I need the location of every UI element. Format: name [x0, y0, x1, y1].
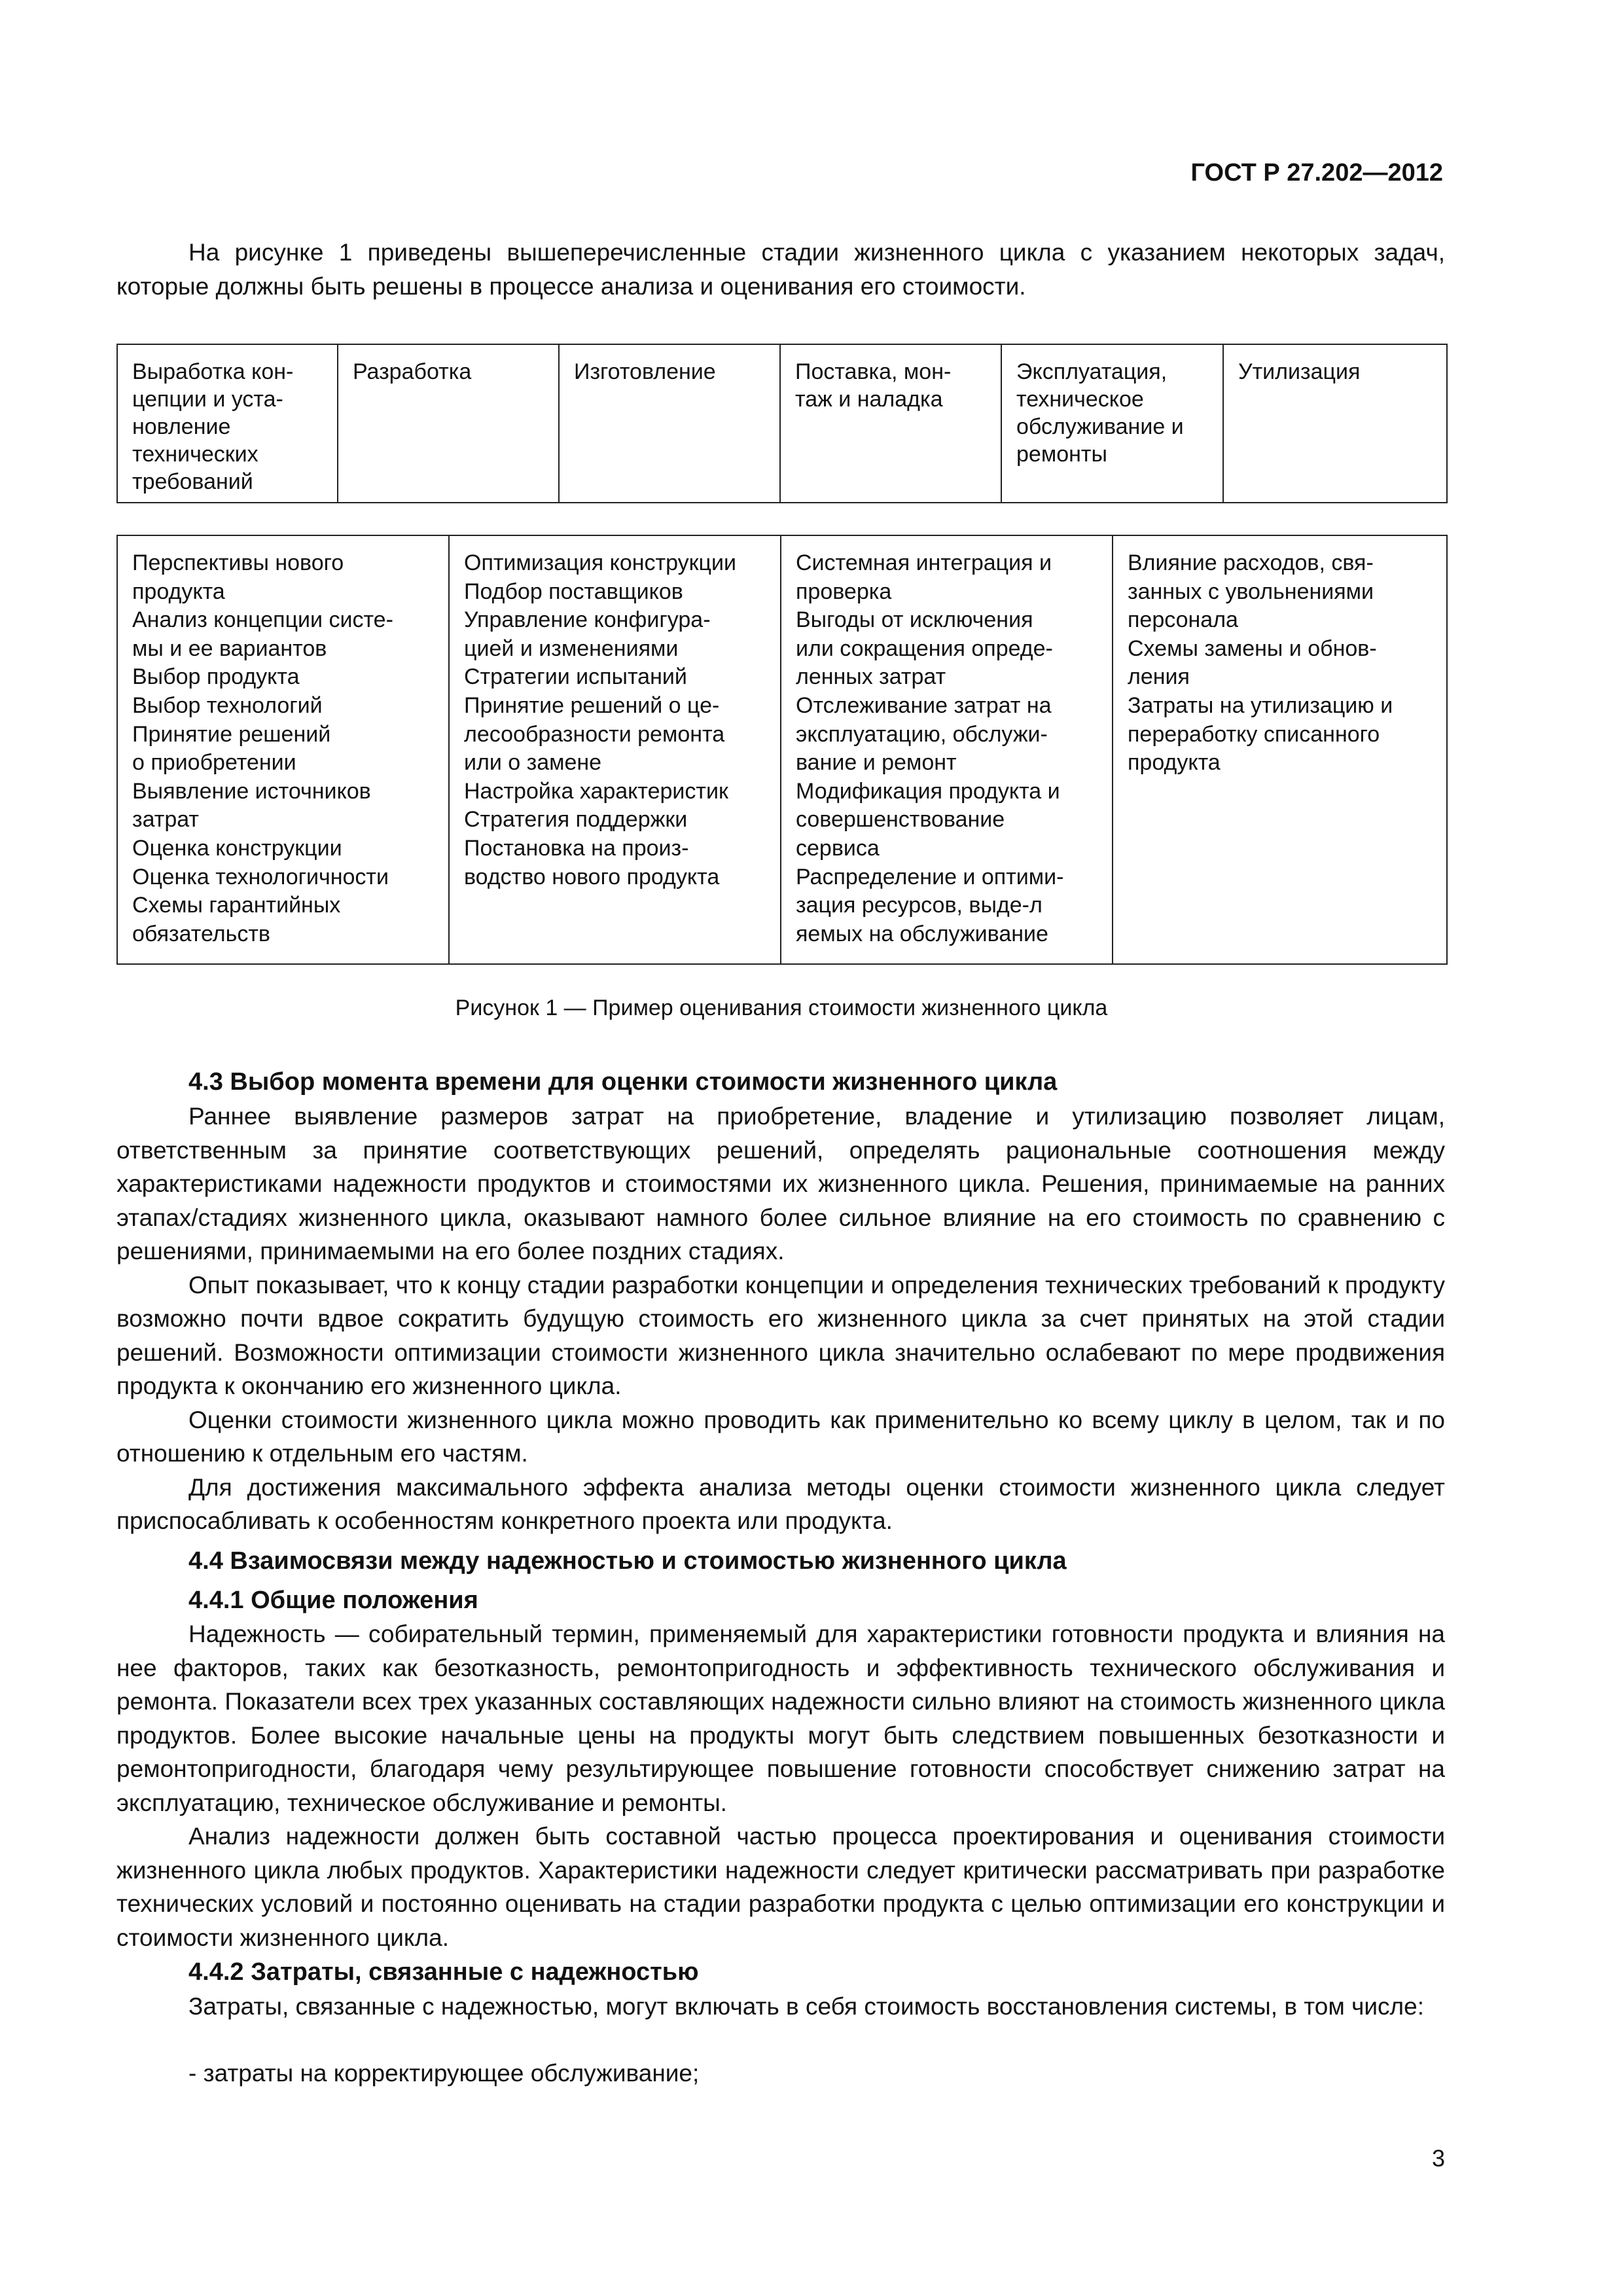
section-4-4-1-heading: 4.4.1 Общие положения — [188, 1587, 478, 1614]
section-4-4-2-heading: 4.4.2 Затраты, связанные с надежностью — [188, 1958, 699, 1986]
cell-line: Выгоды от исключения — [796, 607, 1033, 633]
paragraph: Оценки стоимости жизненного цикла можно проводить как применительно ко всему циклу в целом, так и по отношению к отдельным его частям. — [116, 1406, 1445, 1467]
cell-line: Затраты на утилизацию и — [1128, 692, 1393, 718]
document-code: ГОСТ Р 27.202—2012 — [1190, 159, 1443, 187]
cell-line: Разработка — [353, 359, 472, 384]
cell-line: Модификация продукта и — [796, 778, 1060, 804]
cell-line: Изготовление — [574, 359, 716, 384]
cell-line: или сокращения опреде- — [796, 636, 1053, 661]
stage-cell-installation — [780, 344, 1001, 503]
paragraph: Затраты, связанные с надежностью, могут включать в себя стоимость восстановления системы, в том числе: — [188, 1993, 1424, 2020]
cell-line: продукта — [132, 579, 225, 604]
paragraph: Надежность — собирательный термин, применяемый для характеристики готовности продукта и влияния на нее факторов, таких как безотказность, ремонтопригодность и эффективность технического обслуживания и ремонта. Показатели всех трех указанных составляющих надежности сильно влияют на стоимость жизненного цикла продуктов. Более высокие начальные цены на продукты могут быть следствием повышенных безотказности и ремонтопригодности, благодаря чему результирующее повышение готовности способствует снижению затрат на эксплуатацию, техническое обслуживание и ремонты. — [116, 1621, 1445, 1816]
cell-line: затрат — [132, 807, 199, 833]
intro-text: На рисунке 1 приведены вышеперечисленные стадии жизненного цикла с указанием некоторых задач, которые должны быть решены в процессе анализа и оценивания его стоимости. — [116, 239, 1445, 300]
cell-line: Постановка на произ- — [464, 835, 689, 861]
cell-line: переработку списанного — [1128, 721, 1380, 747]
cell-line: Перспективы нового — [132, 550, 344, 575]
cell-line: водство нового продукта — [464, 864, 720, 889]
tasks-cell-concept — [117, 535, 449, 964]
paragraph: Раннее выявление размеров затрат на приобретение, владение и утилизацию позволяет лицам, ответственным за принятие соответствующих решений, определять рациональные соотношения между характеристиками надежности продуктов и стоимостями их жизненного цикла. Решения, принимаемые на ранних этапах/стадиях жизненного цикла, оказывают намного более сильное влияние на его стоимость по сравнению с решениями, принимаемыми на его более поздних стадиях. — [116, 1103, 1445, 1265]
cell-line: таж и наладка — [795, 387, 943, 412]
cell-line: Распределение и оптими- — [796, 864, 1064, 889]
cell-line: Стратегия поддержки — [464, 807, 688, 833]
section-4-3-body — [116, 1100, 1445, 1538]
section-4-4-heading: 4.4 Взаимосвязи между надежностью и стоимостью жизненного цикла — [188, 1547, 1067, 1575]
figure-caption: Рисунок 1 — Пример оценивания стоимости жизненного цикла — [455, 996, 1108, 1020]
intro-paragraph — [116, 236, 1445, 303]
cell-line: Выбор продукта — [132, 664, 300, 690]
cell-line: ления — [1128, 664, 1190, 690]
lifecycle-tasks-table — [116, 535, 1448, 965]
cell-line: мы и ее вариантов — [132, 636, 327, 661]
section-4-4-1-body — [116, 1617, 1445, 1954]
page-number: 3 — [1431, 2145, 1445, 2172]
tasks-cell-disposal — [1113, 535, 1447, 964]
cell-line: занных с увольнениями — [1128, 579, 1374, 604]
stage-cell-development — [338, 344, 559, 503]
tasks-cell-development — [449, 535, 781, 964]
cell-line: совершенствование — [796, 807, 1005, 833]
stages-row — [117, 344, 1447, 503]
cell-line: Подбор поставщиков — [464, 579, 683, 604]
cell-line: Эксплуатация, — [1016, 359, 1168, 384]
cell-line: Принятие решений — [132, 721, 331, 747]
stage-cell-concept — [117, 344, 338, 503]
cell-line: сервиса — [796, 835, 880, 861]
cell-line: зация ресурсов, выде-л — [796, 893, 1043, 918]
section-4-3-heading: 4.3 Выбор момента времени для оценки стоимости жизненного цикла — [188, 1068, 1058, 1096]
cell-line: обязательств — [132, 921, 270, 946]
cell-line: Системная интеграция и — [796, 550, 1052, 575]
cell-line: Оптимизация конструкции — [464, 550, 736, 575]
cell-line: проверка — [796, 579, 892, 604]
cell-line: ремонты — [1016, 442, 1107, 467]
cell-line: Оценка конструкции — [132, 835, 342, 861]
cell-line: Анализ концепции систе- — [132, 607, 393, 633]
cell-line: требований — [132, 469, 253, 494]
cell-line: Оценка технологичности — [132, 864, 389, 889]
paragraph: Для достижения максимального эффекта анализа методы оценки стоимости жизненного цикла следует приспосабливать к особенностям конкретного проекта или продукта. — [116, 1473, 1445, 1534]
cell-line: технических — [132, 442, 259, 467]
cell-line: обслуживание и — [1016, 414, 1184, 439]
lifecycle-stages-table — [116, 344, 1448, 503]
cell-line: вание и ремонт — [796, 750, 957, 776]
stage-cell-manufacturing — [559, 344, 780, 503]
cell-line: Управление конфигура- — [464, 607, 711, 633]
cell-line: цепции и уста- — [132, 387, 283, 412]
list-item: - затраты на корректирующее обслуживание; — [188, 2060, 700, 2087]
cell-line: продукта — [1128, 750, 1221, 776]
stage-cell-operation — [1001, 344, 1223, 503]
paragraph: Анализ надежности должен быть составной частью процесса проектирования и оценивания стоимости жизненного цикла любых продуктов. Характеристики надежности следует критически рассматривать при разработке технических условий и постоянно оценивать на стадии разработки продукта с целью оптимизации его конструкции и стоимости жизненного цикла. — [116, 1823, 1445, 1951]
cell-line: Выявление источников — [132, 778, 371, 804]
cell-line: Отслеживание затрат на — [796, 692, 1052, 718]
cell-line: ленных затрат — [796, 664, 946, 690]
cell-line: Принятие решений о це- — [464, 692, 720, 718]
cell-line: Выбор технологий — [132, 692, 323, 718]
cell-line: новление — [132, 414, 231, 439]
cell-line: яемых на обслуживание — [796, 921, 1048, 946]
section-4-4-2-body — [116, 1990, 1445, 2024]
cell-line: о приобретении — [132, 750, 296, 776]
tasks-row — [117, 535, 1447, 964]
tasks-cell-installation — [781, 535, 1113, 964]
cell-line: лесообразности ремонта — [464, 721, 725, 747]
cell-line: эксплуатацию, обслужи- — [796, 721, 1048, 747]
paragraph: Опыт показывает, что к концу стадии разработки концепции и определения технических требований к продукту возможно почти вдвое сократить будущую стоимость его жизненного цикла за счет принятых на этой стадии решений. Возможности оптимизации стоимости жизненного цикла значительно ослабевают по мере продвижения продукта к окончанию его жизненного цикла. — [116, 1271, 1445, 1399]
cell-line: техническое — [1016, 387, 1144, 412]
cell-line: персонала — [1128, 607, 1238, 633]
cell-line: Утилизация — [1238, 359, 1361, 384]
cell-line: Влияние расходов, свя- — [1128, 550, 1374, 575]
stage-cell-disposal — [1223, 344, 1447, 503]
cell-line: Схемы гарантийных — [132, 893, 341, 918]
cell-line: цией и изменениями — [464, 636, 679, 661]
cell-line: Настройка характеристик — [464, 778, 728, 804]
cell-line: Схемы замены и обнов- — [1128, 636, 1377, 661]
cell-line: Стратегии испытаний — [464, 664, 687, 690]
cell-line: Выработка кон- — [132, 359, 294, 384]
cell-line: Поставка, мон- — [795, 359, 952, 384]
cell-line: или о замене — [464, 750, 602, 776]
